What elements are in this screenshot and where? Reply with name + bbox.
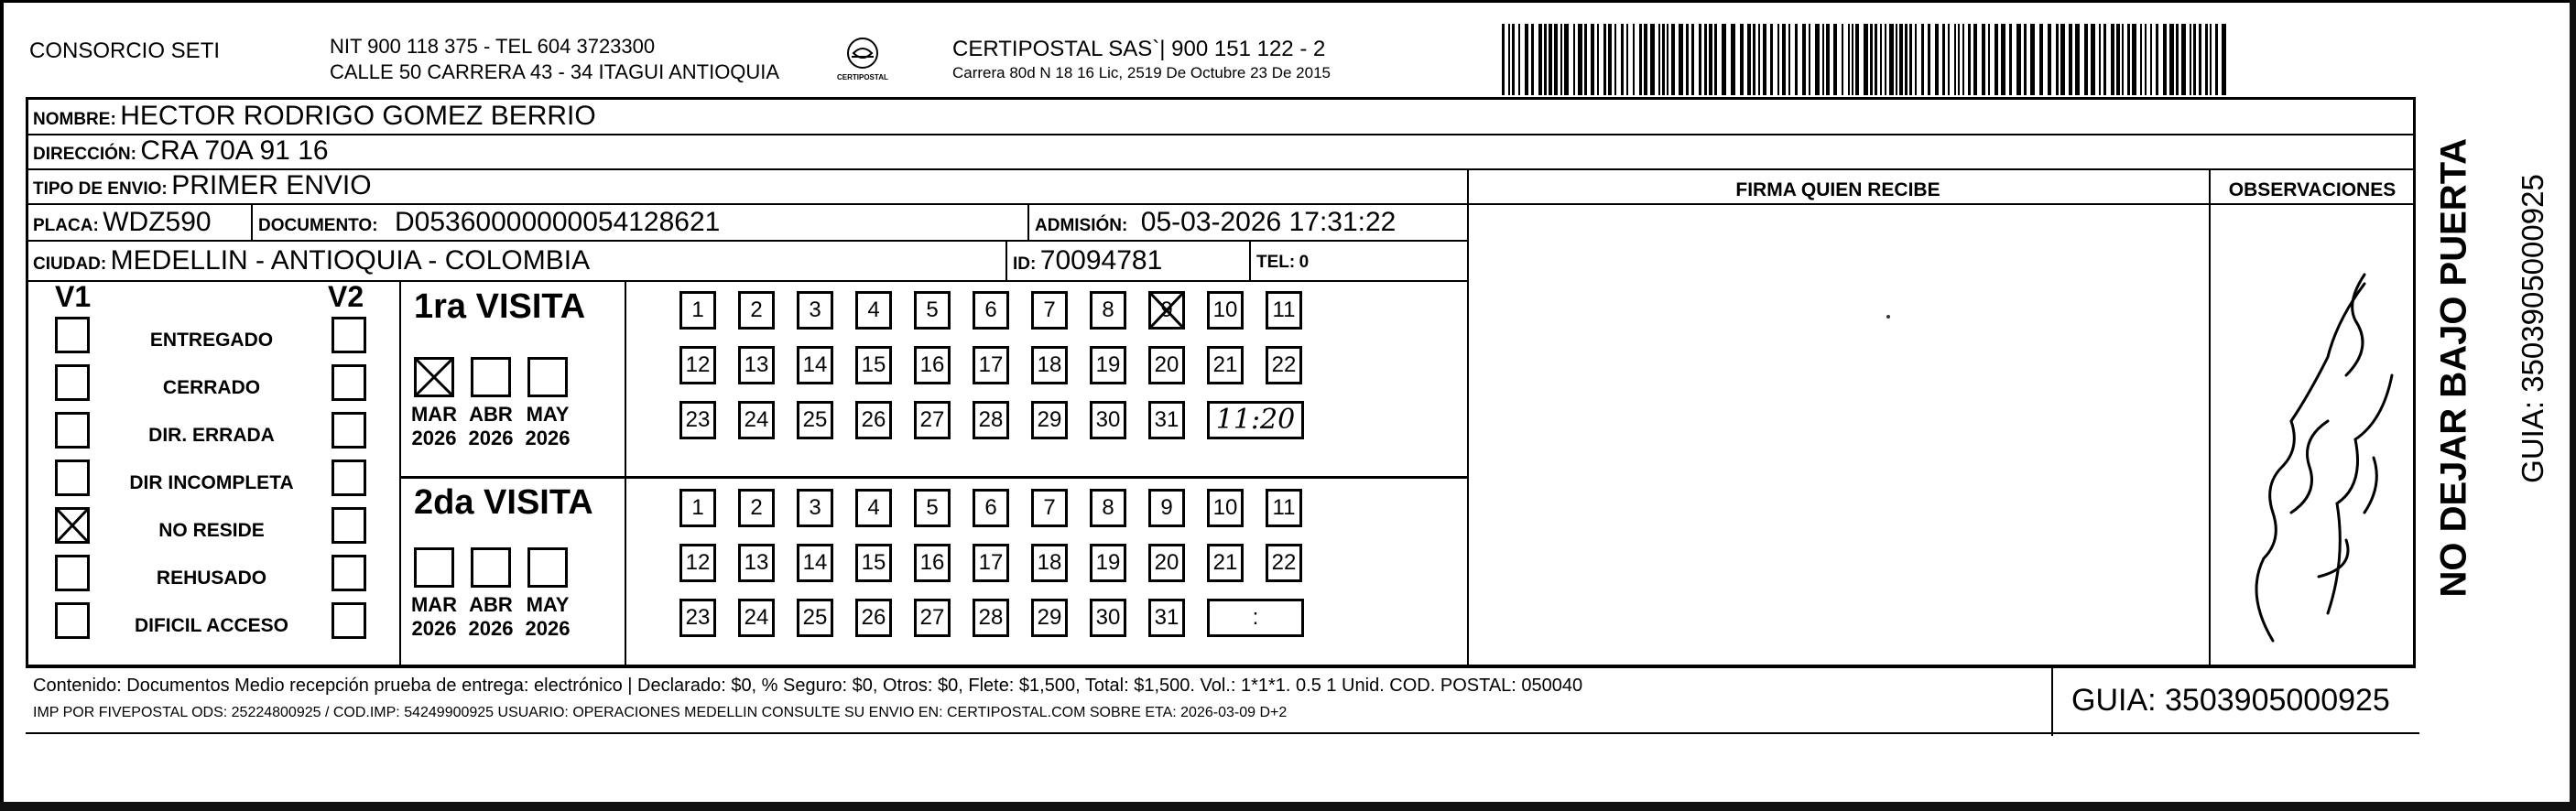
barcode-bar bbox=[1584, 24, 1587, 95]
barcode-bar bbox=[1667, 24, 1668, 95]
barcode-bar bbox=[1747, 24, 1751, 95]
tipo-value: PRIMER ENVIO bbox=[171, 170, 372, 200]
barcode-bar bbox=[1935, 24, 1939, 95]
barcode-bar bbox=[1554, 24, 1558, 95]
documento-label: DOCUMENTO: bbox=[258, 216, 378, 235]
direccion-field bbox=[33, 135, 329, 167]
v2-checkbox[interactable] bbox=[332, 460, 366, 496]
v1-checkbox[interactable] bbox=[55, 317, 90, 353]
day-box[interactable]: 28 bbox=[973, 599, 1009, 637]
nit-line: NIT 900 118 375 - TEL 604 3723300 bbox=[330, 35, 656, 58]
day-box[interactable]: 27 bbox=[914, 599, 951, 637]
day-box[interactable]: 14 bbox=[797, 346, 833, 384]
barcode-bar bbox=[2205, 24, 2208, 95]
barcode-bar bbox=[1777, 24, 1779, 95]
barcode-bar bbox=[2116, 24, 2120, 95]
admision-value: 05-03-2026 17:31:22 bbox=[1140, 207, 1397, 237]
barcode-bar bbox=[1988, 24, 1990, 95]
day-box[interactable]: 31 bbox=[1148, 599, 1185, 637]
barcode-bar bbox=[2060, 24, 2065, 95]
day-box[interactable]: 27 bbox=[914, 401, 951, 439]
day-box[interactable]: 4 bbox=[855, 489, 892, 527]
barcode-bar bbox=[1899, 24, 1903, 95]
documento-value: D05360000000054128621 bbox=[395, 207, 721, 237]
status-divider bbox=[399, 280, 401, 665]
barcode-bar bbox=[1848, 24, 1850, 95]
barcode-bar bbox=[1573, 24, 1575, 95]
barcode-bar bbox=[1704, 24, 1707, 95]
day-box[interactable]: 11 bbox=[1266, 291, 1302, 330]
placa-field bbox=[33, 207, 212, 238]
row-line bbox=[26, 134, 2416, 135]
nombre-field bbox=[33, 101, 596, 132]
barcode-bar bbox=[1915, 24, 1917, 95]
barcode-bar bbox=[1691, 24, 1694, 95]
day-box[interactable]: 3 bbox=[797, 489, 833, 527]
status-label: DIR INCOMPLETA bbox=[129, 472, 294, 493]
barcode-bar bbox=[1788, 24, 1790, 95]
barcode-bar bbox=[2190, 24, 2191, 95]
barcode-bar bbox=[1909, 24, 1912, 95]
day-box[interactable]: 10 bbox=[1207, 489, 1244, 527]
row-line bbox=[26, 168, 2416, 170]
tel-field bbox=[1256, 253, 1309, 273]
barcode-bar bbox=[1544, 24, 1547, 95]
barcode-bar bbox=[1905, 24, 1908, 95]
admision-field bbox=[1035, 207, 1396, 238]
day-box[interactable]: 6 bbox=[973, 489, 1009, 527]
day-box[interactable]: 24 bbox=[738, 599, 775, 637]
day-box[interactable]: 21 bbox=[1207, 346, 1244, 384]
barcode-bar bbox=[1994, 24, 1998, 95]
barcode-bar bbox=[2176, 24, 2179, 95]
month-label: MAY bbox=[526, 403, 570, 426]
day-box[interactable]: 25 bbox=[797, 401, 833, 439]
day-box[interactable]: 26 bbox=[855, 599, 892, 637]
barcode-bar bbox=[1603, 24, 1606, 95]
v1-checkbox[interactable] bbox=[55, 460, 90, 496]
barcode-bar bbox=[1896, 24, 1897, 95]
barcode-bar bbox=[2039, 24, 2043, 95]
day-box[interactable]: 23 bbox=[679, 599, 716, 637]
status-label: CERRADO bbox=[162, 377, 261, 398]
logo-text: CERTIPOSTAL bbox=[837, 73, 888, 81]
month-label: ABR bbox=[469, 403, 513, 426]
day-box[interactable]: 3 bbox=[797, 291, 833, 330]
signature bbox=[2209, 211, 2416, 659]
barcode-bar bbox=[1531, 24, 1534, 95]
day-box[interactable]: 6 bbox=[973, 291, 1009, 330]
day-box[interactable]: 19 bbox=[1090, 544, 1126, 582]
id-field bbox=[1013, 245, 1162, 276]
barcode-bar bbox=[1709, 24, 1712, 95]
barcode-bar bbox=[1880, 24, 1882, 95]
day-box[interactable]: 29 bbox=[1031, 599, 1068, 637]
barcode-bar bbox=[2075, 24, 2080, 95]
day-box[interactable]: 31 bbox=[1148, 401, 1185, 439]
nombre-label: NOMBRE: bbox=[33, 110, 116, 129]
visit-divider bbox=[625, 280, 626, 665]
year-label: 2026 bbox=[468, 427, 514, 449]
day-box[interactable]: 22 bbox=[1266, 544, 1302, 582]
barcode-bar bbox=[1770, 24, 1773, 95]
day-box[interactable]: 19 bbox=[1090, 346, 1126, 384]
barcode-bar bbox=[1686, 24, 1689, 95]
barcode-bar bbox=[1614, 24, 1616, 95]
month-label: MAR bbox=[410, 593, 458, 616]
barcode-bar bbox=[2122, 24, 2124, 95]
barcode-bar bbox=[2103, 24, 2106, 95]
barcode-bar bbox=[2056, 24, 2059, 95]
barcode-bar bbox=[1962, 24, 1964, 95]
v2-checkbox[interactable] bbox=[332, 602, 366, 639]
visit-time-empty[interactable]: : bbox=[1207, 599, 1304, 637]
barcode-bar bbox=[2140, 24, 2142, 95]
barcode-bar bbox=[2215, 24, 2218, 95]
day-box[interactable]: 26 bbox=[855, 401, 892, 439]
month-checkbox[interactable] bbox=[471, 547, 511, 588]
nombre-value: HECTOR RODRIGO GOMEZ BERRIO bbox=[120, 101, 596, 131]
day-box[interactable]: 16 bbox=[914, 544, 951, 582]
day-box[interactable]: 24 bbox=[738, 401, 775, 439]
barcode-bar bbox=[2132, 24, 2136, 95]
barcode-bar bbox=[1852, 24, 1853, 95]
barcode-bar bbox=[1855, 24, 1859, 95]
barcode-bar bbox=[2181, 24, 2186, 95]
barcode-bar bbox=[1982, 24, 1985, 95]
barcode-bar bbox=[1948, 24, 1950, 95]
barcode-bar bbox=[1560, 24, 1562, 95]
barcode-bar bbox=[1942, 24, 1945, 95]
bottom-edge bbox=[0, 802, 2576, 811]
barcode-bar bbox=[1650, 24, 1655, 95]
barcode-bar bbox=[1954, 24, 1956, 95]
footer-guia: GUIA: 3503905000925 bbox=[2071, 683, 2390, 718]
month-checkbox[interactable] bbox=[414, 547, 454, 588]
barcode-bar bbox=[1958, 24, 1960, 95]
barcode-bar bbox=[1644, 24, 1647, 95]
check-x-icon bbox=[1148, 291, 1185, 330]
id-label: ID: bbox=[1013, 254, 1037, 274]
v2-checkbox[interactable] bbox=[332, 507, 366, 544]
row-line bbox=[26, 665, 2416, 666]
day-box[interactable]: 18 bbox=[1031, 346, 1068, 384]
day-box[interactable]: 12 bbox=[679, 544, 716, 582]
month-label: MAR bbox=[410, 403, 458, 426]
barcode-bar bbox=[1809, 24, 1810, 95]
v1-checkbox[interactable] bbox=[55, 412, 90, 449]
barcode-bar bbox=[2145, 24, 2147, 95]
barcode-bar bbox=[1662, 24, 1665, 95]
certipostal-sub: Carrera 80d N 18 16 Lic, 2519 De Octubre 23 De 2015 bbox=[952, 64, 1331, 81]
barcode-bar bbox=[2030, 24, 2035, 95]
certipostal-logo bbox=[835, 33, 890, 88]
day-box[interactable]: 20 bbox=[1148, 346, 1185, 384]
barcode-bar bbox=[1578, 24, 1582, 95]
month-checkbox[interactable] bbox=[471, 357, 511, 397]
barcode-bar bbox=[1833, 24, 1837, 95]
v2-label: V2 bbox=[328, 280, 364, 313]
month-checkbox[interactable] bbox=[527, 357, 568, 397]
ciudad-field bbox=[33, 245, 590, 276]
firma-divider bbox=[1467, 168, 1469, 665]
placa-label: PLACA: bbox=[33, 216, 99, 235]
day-box[interactable]: 22 bbox=[1266, 346, 1302, 384]
month-checkbox[interactable] bbox=[527, 547, 568, 588]
barcode-bar bbox=[2024, 24, 2027, 95]
tipo-field bbox=[33, 170, 372, 201]
day-box[interactable]: 7 bbox=[1031, 489, 1068, 527]
day-box[interactable]: 7 bbox=[1031, 291, 1068, 330]
barcode-bar bbox=[1597, 24, 1599, 95]
barcode-bar bbox=[1740, 24, 1744, 95]
barcode-bar bbox=[1549, 24, 1552, 95]
barcode-bar bbox=[2169, 24, 2174, 95]
barcode-bar bbox=[1826, 24, 1830, 95]
footer-bottom bbox=[26, 732, 2419, 734]
barcode-bar bbox=[1842, 24, 1843, 95]
barcode-bar bbox=[1722, 24, 1726, 95]
barcode-bar bbox=[2210, 24, 2212, 95]
status-label: ENTREGADO bbox=[149, 330, 274, 351]
barcode-bar bbox=[2091, 24, 2095, 95]
day-box[interactable]: 9 bbox=[1148, 291, 1185, 330]
barcode-bar bbox=[1591, 24, 1594, 95]
barcode-bar bbox=[1870, 24, 1873, 95]
day-box[interactable]: 10 bbox=[1207, 291, 1244, 330]
obs-header: OBSERVACIONES bbox=[2228, 179, 2397, 200]
barcode-bar bbox=[1782, 24, 1786, 95]
day-box[interactable]: 20 bbox=[1148, 544, 1185, 582]
id-value: 70094781 bbox=[1039, 245, 1163, 276]
company-name: CONSORCIO SETI bbox=[29, 38, 221, 63]
day-box[interactable]: 23 bbox=[679, 401, 716, 439]
barcode-bar bbox=[1502, 24, 1505, 95]
month-label: ABR bbox=[469, 593, 513, 616]
day-box[interactable]: 14 bbox=[797, 544, 833, 582]
footer-line2: IMP POR FIVEPOSTAL ODS: 25224800925 / COD.IMP: 54249900925 USUARIO: OPERACIONES MEDELLIN CONSULTE SU ENVIO EN: CERTIPOSTAL.COM SOBRE ETA: 2026-03-09 D+2 bbox=[33, 705, 1288, 720]
barcode-bar bbox=[1822, 24, 1824, 95]
barcode-bar bbox=[1658, 24, 1660, 95]
barcode-bar bbox=[1802, 24, 1806, 95]
day-box[interactable]: 13 bbox=[738, 544, 775, 582]
year-label: 2026 bbox=[525, 617, 571, 640]
barcode-bar bbox=[2199, 24, 2201, 95]
barcode-bar bbox=[1518, 24, 1520, 95]
visit-time-box[interactable]: 11:20 bbox=[1207, 401, 1304, 439]
day-box[interactable]: 1 bbox=[679, 489, 716, 527]
barcode-bar bbox=[1671, 24, 1675, 95]
col-line bbox=[1249, 240, 1251, 280]
barcode-bar bbox=[2099, 24, 2101, 95]
barcode-bar bbox=[1714, 24, 1717, 95]
barcode-bar bbox=[1753, 24, 1755, 95]
v2-checkbox[interactable] bbox=[332, 317, 366, 353]
right-edge bbox=[2570, 0, 2576, 811]
barcode-bar bbox=[2016, 24, 2021, 95]
barcode-bar bbox=[2163, 24, 2167, 95]
v2-checkbox[interactable] bbox=[332, 555, 366, 591]
visit1-title: 1ra VISITA bbox=[414, 287, 586, 326]
row-line bbox=[26, 280, 1469, 282]
day-box[interactable]: 2 bbox=[738, 291, 775, 330]
barcode-bar bbox=[1679, 24, 1683, 95]
no-dejar-text: NO DEJAR BAJO PUERTA bbox=[2433, 137, 2474, 598]
barcode-bar bbox=[2222, 24, 2226, 95]
day-box[interactable]: 25 bbox=[797, 599, 833, 637]
day-box[interactable]: 2 bbox=[738, 489, 775, 527]
barcode-bar bbox=[2069, 24, 2072, 95]
barcode-bar bbox=[1564, 24, 1569, 95]
barcode-bar bbox=[1973, 24, 1977, 95]
day-box[interactable]: 11 bbox=[1266, 489, 1302, 527]
status-label: REHUSADO bbox=[156, 568, 267, 589]
check-x-icon bbox=[55, 507, 90, 544]
year-label: 2026 bbox=[411, 427, 457, 449]
ciudad-label: CIUDAD: bbox=[33, 254, 107, 274]
barcode-bar bbox=[2001, 24, 2005, 95]
barcode-bar bbox=[2193, 24, 2196, 95]
tel-value: 0 bbox=[1299, 253, 1310, 272]
day-box[interactable]: 18 bbox=[1031, 544, 1068, 582]
col-line bbox=[251, 203, 253, 240]
barcode-bar bbox=[1815, 24, 1820, 95]
status-label: DIFICIL ACCESO bbox=[134, 615, 288, 636]
firma-header: FIRMA QUIEN RECIBE bbox=[1735, 179, 1940, 200]
month-label: MAY bbox=[526, 593, 570, 616]
direccion-value: CRA 70A 91 16 bbox=[140, 135, 329, 166]
barcode-bar bbox=[1699, 24, 1701, 95]
check-x-icon bbox=[414, 357, 454, 397]
tipo-label: TIPO DE ENVIO: bbox=[33, 179, 168, 199]
v1-checkbox[interactable] bbox=[55, 555, 90, 591]
barcode-bar bbox=[1633, 24, 1635, 95]
direccion-label: DIRECCIÓN: bbox=[33, 145, 136, 164]
barcode-bar bbox=[2009, 24, 2012, 95]
day-box[interactable]: 9 bbox=[1148, 489, 1185, 527]
day-box[interactable]: 1 bbox=[679, 291, 716, 330]
side-guia-text: GUIA: 3503905000925 bbox=[2516, 174, 2549, 483]
barcode-bar bbox=[1525, 24, 1528, 95]
firma-header-line bbox=[1467, 203, 2416, 205]
day-box[interactable]: 28 bbox=[973, 401, 1009, 439]
day-box[interactable]: 5 bbox=[914, 291, 951, 330]
barcode-bar bbox=[1758, 24, 1760, 95]
ciudad-value: MEDELLIN - ANTIOQUIA - COLOMBIA bbox=[110, 245, 591, 276]
barcode-bar bbox=[1885, 24, 1886, 95]
barcode-bar bbox=[1626, 24, 1628, 95]
v1-label: V1 bbox=[55, 280, 92, 313]
year-label: 2026 bbox=[468, 617, 514, 640]
barcode-bar bbox=[1921, 24, 1924, 95]
day-box[interactable]: 15 bbox=[855, 346, 892, 384]
status-label: DIR. ERRADA bbox=[148, 425, 275, 446]
v2-checkbox[interactable] bbox=[332, 412, 366, 449]
col-line bbox=[1005, 240, 1007, 280]
v2-checkbox[interactable] bbox=[332, 364, 366, 401]
left-edge bbox=[0, 0, 4, 811]
day-box[interactable]: 13 bbox=[738, 346, 775, 384]
day-box[interactable]: 16 bbox=[914, 346, 951, 384]
visit2-title: 2da VISITA bbox=[414, 483, 593, 522]
day-box[interactable]: 30 bbox=[1090, 401, 1126, 439]
documento-field bbox=[258, 207, 720, 238]
certipostal-line: CERTIPOSTAL SAS`| 900 151 122 - 2 bbox=[952, 37, 1326, 61]
day-box[interactable]: 17 bbox=[973, 544, 1009, 582]
barcode bbox=[1502, 24, 2234, 95]
barcode-bar bbox=[1864, 24, 1868, 95]
day-box[interactable]: 30 bbox=[1090, 599, 1126, 637]
day-box[interactable]: 8 bbox=[1090, 489, 1126, 527]
barcode-bar bbox=[1928, 24, 1930, 95]
barcode-bar bbox=[1508, 24, 1510, 95]
admision-label: ADMISIÓN: bbox=[1035, 216, 1128, 235]
barcode-bar bbox=[1538, 24, 1542, 95]
row-line bbox=[26, 240, 1469, 242]
barcode-bar bbox=[2156, 24, 2158, 95]
day-box[interactable]: 17 bbox=[973, 346, 1009, 384]
ink-dot bbox=[1886, 315, 1890, 319]
barcode-bar bbox=[1608, 24, 1612, 95]
v1-checkbox[interactable] bbox=[55, 364, 90, 401]
barcode-bar bbox=[2150, 24, 2152, 95]
col-line bbox=[1027, 203, 1029, 240]
side-strip bbox=[2418, 128, 2549, 630]
barcode-bar bbox=[2111, 24, 2114, 95]
year-label: 2026 bbox=[525, 427, 571, 449]
barcode-bar bbox=[1639, 24, 1642, 95]
barcode-bar bbox=[1512, 24, 1515, 95]
barcode-bar bbox=[1795, 24, 1798, 95]
barcode-bar bbox=[2048, 24, 2051, 95]
barcode-bar bbox=[1731, 24, 1735, 95]
guia-divider bbox=[2051, 665, 2053, 736]
barcode-bar bbox=[2084, 24, 2088, 95]
day-box[interactable]: 5 bbox=[914, 489, 951, 527]
placa-value: WDZ590 bbox=[103, 207, 212, 237]
year-label: 2026 bbox=[411, 617, 457, 640]
day-box[interactable]: 29 bbox=[1031, 401, 1068, 439]
top-border bbox=[0, 0, 2576, 3]
status-label: NO RESIDE bbox=[158, 520, 265, 541]
footer-line1: Contenido: Documentos Medio recepción prueba de entrega: electrónico | Declarado: $0, % Seguro: $0, Otros: $0, Flete: $1,500, Total: $1,500. Vol.: 1*1*1. 0.5 1 Unid. COD. POSTAL: 050040 bbox=[33, 676, 1583, 696]
barcode-bar bbox=[1875, 24, 1877, 95]
barcode-bar bbox=[1968, 24, 1971, 95]
day-box[interactable]: 21 bbox=[1207, 544, 1244, 582]
address-line: CALLE 50 CARRERA 43 - 34 ITAGUI ANTIOQUIA bbox=[330, 60, 780, 83]
day-box[interactable]: 15 bbox=[855, 544, 892, 582]
barcode-bar bbox=[1763, 24, 1766, 95]
barcode-bar bbox=[1889, 24, 1894, 95]
day-box[interactable]: 12 bbox=[679, 346, 716, 384]
visit-separator bbox=[399, 476, 1467, 479]
day-box[interactable]: 4 bbox=[855, 291, 892, 330]
day-box[interactable]: 8 bbox=[1090, 291, 1126, 330]
barcode-bar bbox=[2127, 24, 2130, 95]
barcode-bar bbox=[1621, 24, 1624, 95]
tel-label: TEL: bbox=[1256, 253, 1296, 272]
v1-checkbox[interactable] bbox=[55, 602, 90, 639]
